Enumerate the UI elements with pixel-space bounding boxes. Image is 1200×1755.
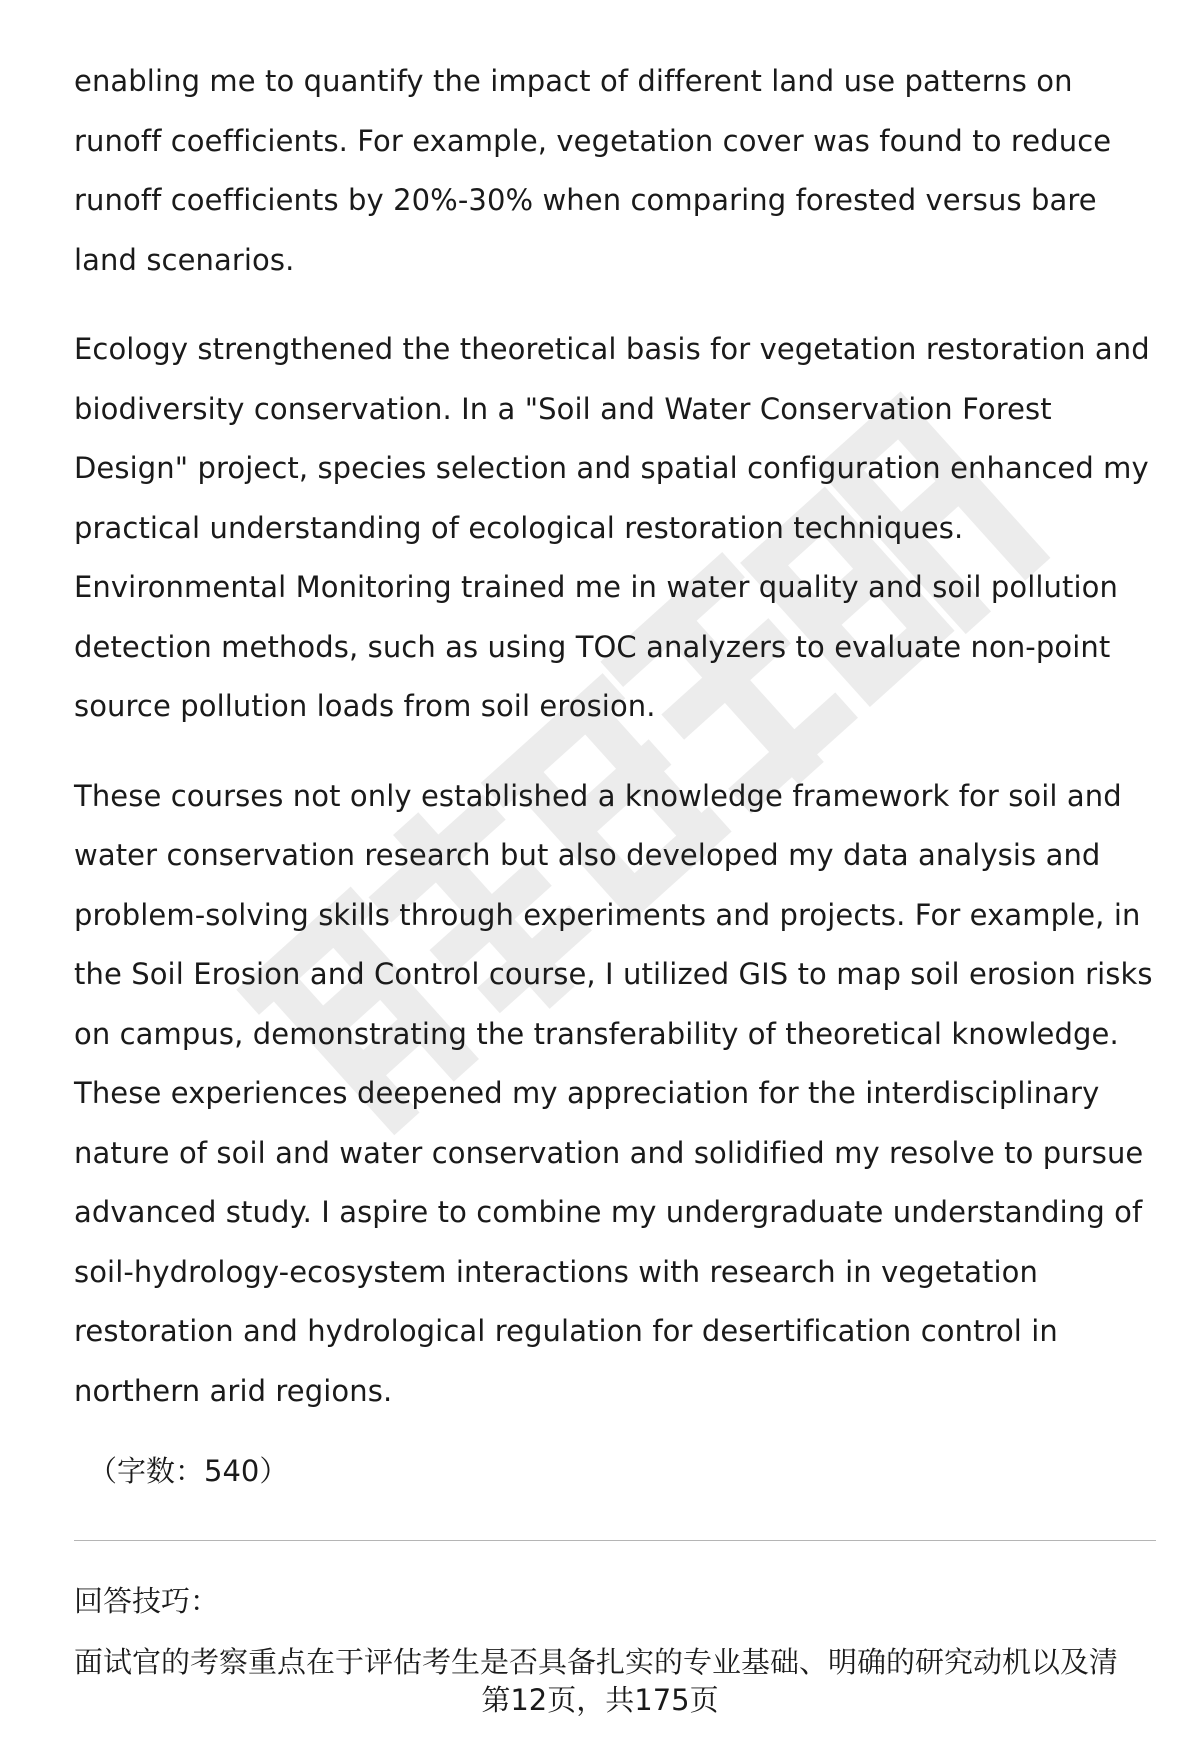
word-count: （字数：540） bbox=[88, 1454, 289, 1488]
tips-body: 面试官的考察重点在于评估考生是否具备扎实的专业基础、明确的研究动机以及清 bbox=[74, 1645, 1119, 1679]
paragraph-runoff: enabling me to quantify the impact of different land use patterns on runoff coefficients. For example, vegetation cover was found to reduce runoff coefficients by 20%-30% when comparing forested versus bare land scenarios. bbox=[74, 64, 1112, 277]
paragraph-courses-summary: These courses not only established a knowledge framework for soil and water conservation research but also developed my data analysis and problem-solving skills through experiments and projects. For example, in the Soil Erosion and Control course, I utilized GIS to map soil erosion risks on campus, demonstrating the transferability of theoretical knowledge. These experiences deepened my appreciation for the interdisciplinary nature of soil and water conservation and solidified my resolve to pursue advanced study. I aspire to combine my undergraduate understanding of soil-hydrology-ecosystem interactions with research in vegetation restoration and hydrological regulation for desertification control in northern arid regions. bbox=[74, 778, 1153, 1408]
paragraph-ecology: Ecology strengthened the theoretical basis for vegetation restoration and biodiversity conservation. In a "Soil and Water Conservation Forest Design" project, species selection and spatial configuration enhanced my practical understanding of ecological restoration techniques. Environmental Monitoring trained me in water quality and soil pollution detection methods, such as using TOC analyzers to evaluate non-point source pollution loads from soil erosion. bbox=[74, 332, 1150, 723]
tips-heading: 回答技巧： bbox=[74, 1584, 220, 1618]
page-number: 第12页，共175页 bbox=[481, 1683, 719, 1717]
section-divider bbox=[74, 1540, 1156, 1541]
document-body bbox=[74, 52, 1154, 1491]
